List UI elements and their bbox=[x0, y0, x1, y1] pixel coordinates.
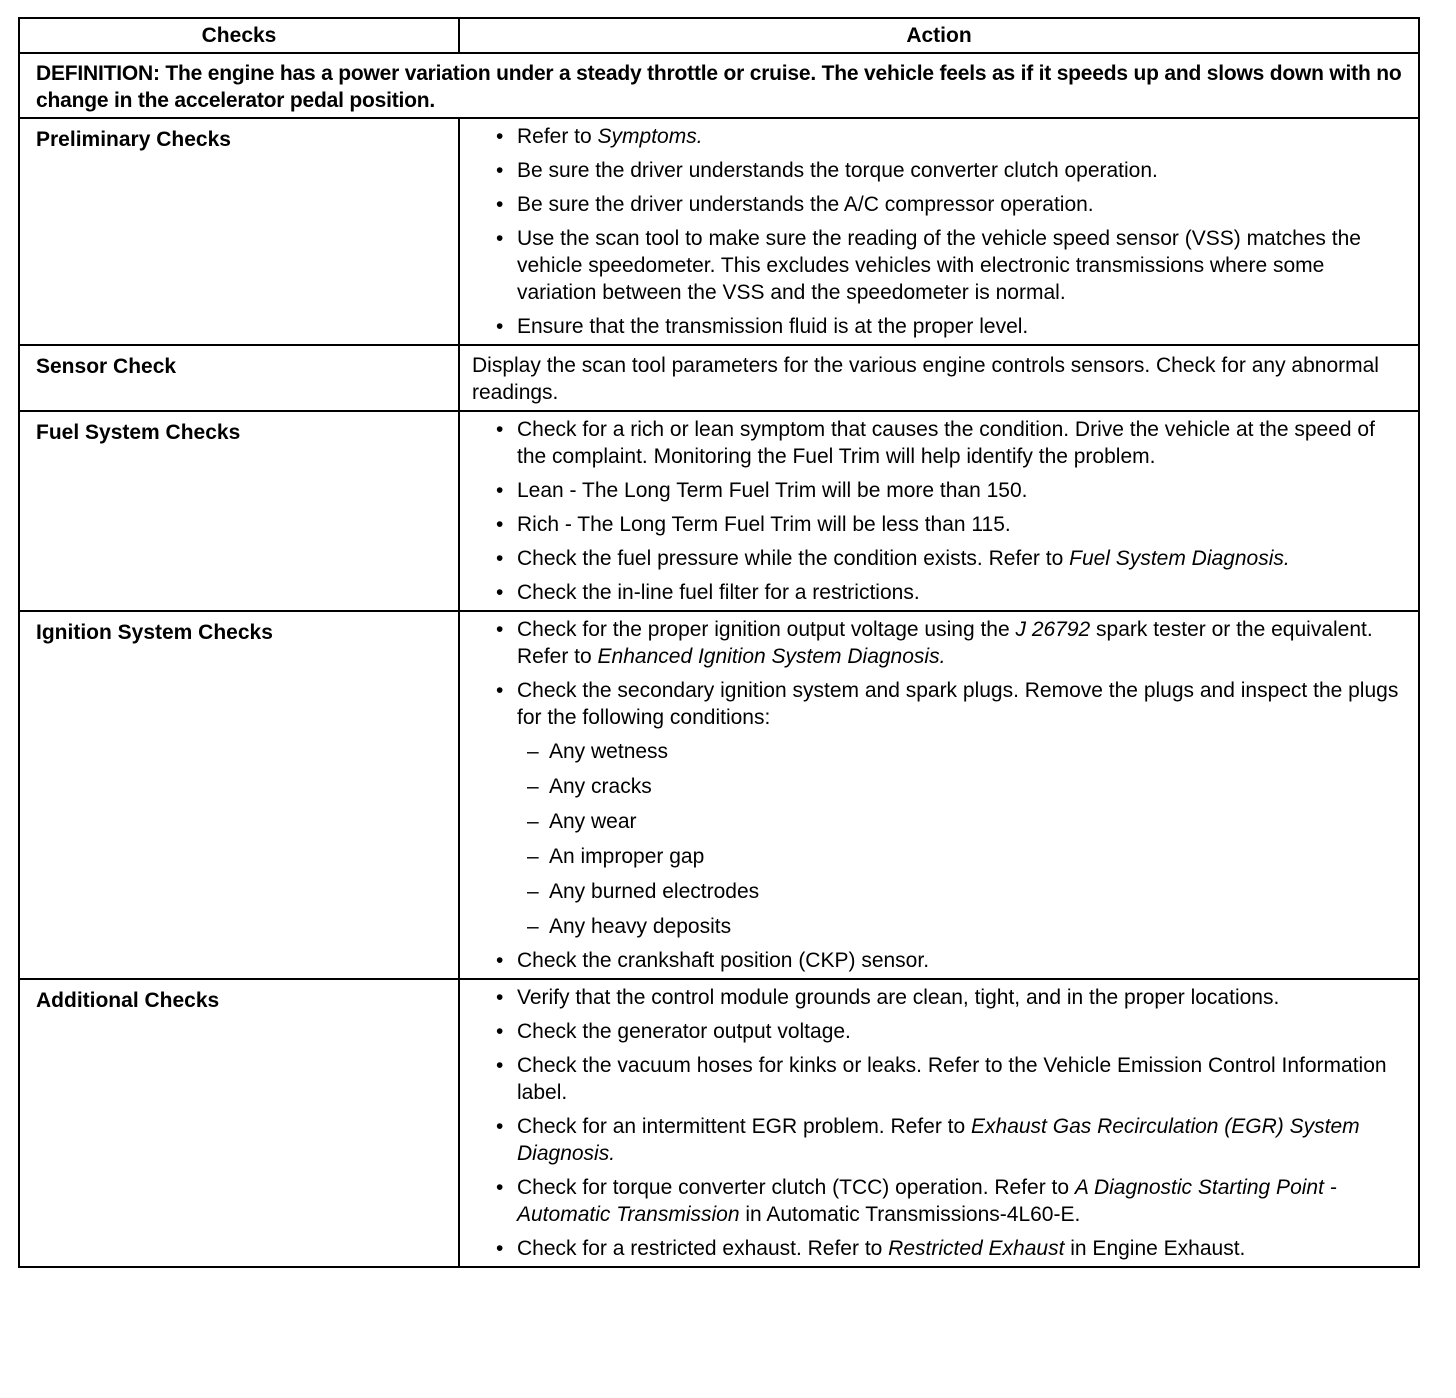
action-cell bbox=[459, 118, 1419, 345]
dash-icon: – bbox=[527, 740, 539, 763]
item-text: Check the vacuum hoses for kinks or leaks. Refer to the Vehicle Emission Control Information label. bbox=[517, 1054, 1387, 1104]
action-cell bbox=[459, 345, 1419, 411]
bullet-icon: • bbox=[496, 418, 504, 441]
diagnostic-table bbox=[18, 17, 1420, 1268]
item-text: Check for the proper ignition output voltage using the bbox=[517, 618, 1016, 641]
list-item bbox=[472, 677, 1402, 940]
item-text: Check the generator output voltage. bbox=[517, 1020, 851, 1043]
bullet-icon: • bbox=[496, 679, 504, 702]
condition-text: Any heavy deposits bbox=[549, 915, 732, 938]
list-item bbox=[472, 1052, 1402, 1106]
check-name: Additional Checks bbox=[19, 979, 459, 1267]
bullet-icon: • bbox=[496, 1176, 504, 1199]
item-text: Ensure that the transmission fluid is at the proper level. bbox=[517, 315, 1029, 338]
list-item bbox=[472, 1113, 1402, 1167]
reference-text: Fuel System Diagnosis. bbox=[1069, 547, 1290, 570]
bullet-icon: • bbox=[496, 547, 504, 570]
item-text: Use the scan tool to make sure the reading of the vehicle speed sensor (VSS) matches the vehicle speedometer. This excludes vehicles with electronic transmissions where some variation between the VSS and the speedometer is normal. bbox=[517, 227, 1361, 304]
list-item bbox=[472, 616, 1402, 670]
list-item bbox=[472, 313, 1402, 340]
list-item bbox=[472, 157, 1402, 184]
item-text: in Engine Exhaust. bbox=[1064, 1237, 1246, 1260]
condition-item bbox=[517, 738, 1402, 765]
bullet-icon: • bbox=[496, 227, 504, 250]
table-row bbox=[19, 118, 1419, 345]
bullet-icon: • bbox=[496, 513, 504, 536]
dash-icon: – bbox=[527, 810, 539, 833]
header-action: Action bbox=[459, 18, 1419, 53]
item-text: Lean - The Long Term Fuel Trim will be more than 150. bbox=[517, 479, 1028, 502]
condition-item bbox=[517, 913, 1402, 940]
action-cell bbox=[459, 979, 1419, 1267]
check-name: Sensor Check bbox=[19, 345, 459, 411]
item-text: Check the crankshaft position (CKP) sensor. bbox=[517, 949, 930, 972]
condition-text: Any cracks bbox=[549, 775, 652, 798]
item-text: Check for an intermittent EGR problem. Refer to bbox=[517, 1115, 972, 1138]
bullet-icon: • bbox=[496, 1020, 504, 1043]
bullet-icon: • bbox=[496, 479, 504, 502]
list-item bbox=[472, 225, 1402, 306]
check-name: Ignition System Checks bbox=[19, 611, 459, 979]
list-item bbox=[472, 545, 1402, 572]
condition-list bbox=[517, 738, 1402, 940]
reference-text: Symptoms. bbox=[597, 125, 703, 148]
table-row bbox=[19, 979, 1419, 1267]
item-text: Check for a rich or lean symptom that causes the condition. Drive the vehicle at the speed of the complaint. Monitoring the Fuel Trim will help identify the problem. bbox=[517, 418, 1375, 468]
header-row bbox=[19, 18, 1419, 53]
reference-text: A Diagnostic Starting Point - Automatic Transmission bbox=[517, 1176, 1337, 1226]
item-text: Check for torque converter clutch (TCC) operation. Refer to bbox=[517, 1176, 1075, 1199]
list-item bbox=[472, 1235, 1402, 1262]
list-item bbox=[472, 191, 1402, 218]
list-item bbox=[472, 579, 1402, 606]
condition-text: An improper gap bbox=[549, 845, 705, 868]
list-item bbox=[472, 1018, 1402, 1045]
table-row bbox=[19, 611, 1419, 979]
list-item bbox=[472, 947, 1402, 974]
bullet-icon: • bbox=[496, 193, 504, 216]
dash-icon: – bbox=[527, 880, 539, 903]
list-item bbox=[472, 416, 1402, 470]
bullet-icon: • bbox=[496, 618, 504, 641]
item-text: spark tester or the equivalent. Refer to bbox=[517, 618, 1373, 668]
bullet-icon: • bbox=[496, 581, 504, 604]
dash-icon: – bbox=[527, 775, 539, 798]
condition-item bbox=[517, 878, 1402, 905]
bullet-icon: • bbox=[496, 1115, 504, 1138]
definition-row bbox=[19, 53, 1419, 118]
condition-item bbox=[517, 843, 1402, 870]
condition-item bbox=[517, 773, 1402, 800]
dash-icon: – bbox=[527, 915, 539, 938]
action-cell bbox=[459, 611, 1419, 979]
bullet-icon: • bbox=[496, 986, 504, 1009]
bullet-icon: • bbox=[496, 125, 504, 148]
list-item bbox=[472, 1174, 1402, 1228]
table-row bbox=[19, 345, 1419, 411]
item-text: Check the secondary ignition system and spark plugs. Remove the plugs and inspect the plugs for the following conditions: bbox=[517, 679, 1399, 729]
bullet-icon: • bbox=[496, 949, 504, 972]
list-item bbox=[472, 511, 1402, 538]
item-text: Verify that the control module grounds are clean, tight, and in the proper locations. bbox=[517, 986, 1280, 1009]
condition-text: Any wetness bbox=[549, 740, 669, 763]
action-cell bbox=[459, 411, 1419, 611]
header-checks: Checks bbox=[19, 18, 459, 53]
item-text: Check the fuel pressure while the condition exists. Refer to bbox=[517, 547, 1070, 570]
action-list bbox=[472, 616, 1402, 974]
action-text: Display the scan tool parameters for the various engine controls sensors. Check for any abnormal readings. bbox=[472, 354, 1379, 404]
list-item bbox=[472, 984, 1402, 1011]
list-item bbox=[472, 123, 1402, 150]
definition-text: DEFINITION: The engine has a power variation under a steady throttle or cruise. The vehicle feels as if it speeds up and slows down with no change in the accelerator pedal position. bbox=[19, 53, 1419, 118]
bullet-icon: • bbox=[496, 159, 504, 182]
bullet-icon: • bbox=[496, 315, 504, 338]
list-item bbox=[472, 477, 1402, 504]
item-text: Rich - The Long Term Fuel Trim will be less than 115. bbox=[517, 513, 1011, 536]
check-name: Preliminary Checks bbox=[19, 118, 459, 345]
condition-text: Any wear bbox=[549, 810, 637, 833]
condition-item bbox=[517, 808, 1402, 835]
bullet-icon: • bbox=[496, 1054, 504, 1077]
reference-text: J 26792 bbox=[1015, 618, 1091, 641]
item-text: Check the in-line fuel filter for a restrictions. bbox=[517, 581, 920, 604]
item-text: Be sure the driver understands the A/C compressor operation. bbox=[517, 193, 1094, 216]
action-list bbox=[472, 984, 1402, 1262]
table-body bbox=[19, 53, 1419, 1267]
action-list bbox=[472, 416, 1402, 606]
item-text: Be sure the driver understands the torque converter clutch operation. bbox=[517, 159, 1158, 182]
reference-text: Restricted Exhaust bbox=[888, 1237, 1065, 1260]
reference-text: Exhaust Gas Recirculation (EGR) System Diagnosis. bbox=[517, 1115, 1360, 1165]
table-row bbox=[19, 411, 1419, 611]
bullet-icon: • bbox=[496, 1237, 504, 1260]
dash-icon: – bbox=[527, 845, 539, 868]
action-list bbox=[472, 123, 1402, 340]
item-text: Refer to bbox=[517, 125, 598, 148]
reference-text: Enhanced Ignition System Diagnosis. bbox=[597, 645, 946, 668]
condition-text: Any burned electrodes bbox=[549, 880, 760, 903]
item-text: in Automatic Transmissions-4L60-E. bbox=[739, 1203, 1081, 1226]
check-name: Fuel System Checks bbox=[19, 411, 459, 611]
item-text: Check for a restricted exhaust. Refer to bbox=[517, 1237, 889, 1260]
